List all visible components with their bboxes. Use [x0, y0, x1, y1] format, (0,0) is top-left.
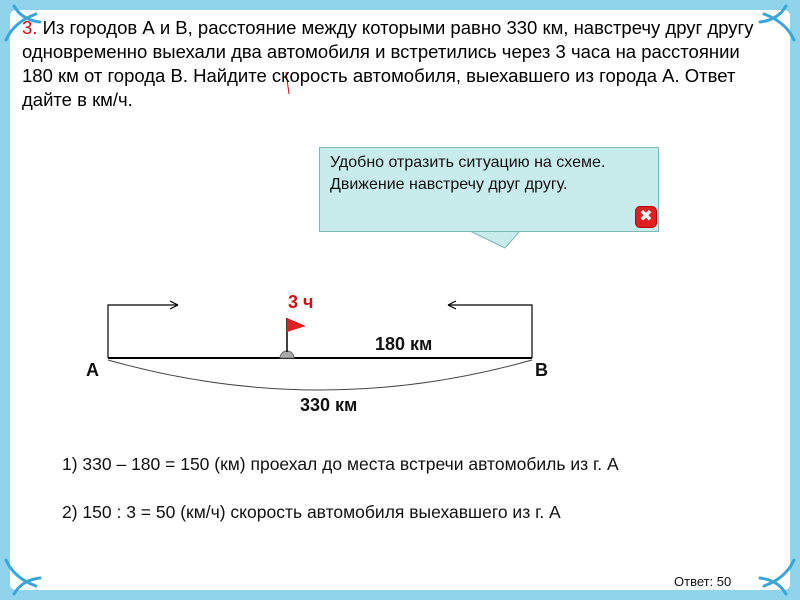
problem-text [22, 16, 772, 112]
problem-body: Из городов А и В, расстояние между которыми равно 330 км, навстречу друг другу одновременно выехали два автомобиля и встретились через 3 часа на расстоянии 180 км от города В. Найдите скорость автомобиля, выехавшего из города А. Ответ дайте в км/ч. [22, 17, 754, 110]
hint-text: Удобно отразить ситуацию на схеме. Движение навстречу друг другу. [330, 154, 606, 193]
arrow-from-a [108, 305, 178, 358]
close-icon[interactable]: ✖ [636, 207, 656, 227]
distance-b-label: 180 км [375, 334, 433, 354]
solution-step-1: 1) 330 – 180 = 150 (км) проехал до места встречи автомобиль из г. А [62, 454, 619, 474]
callout-tail [470, 231, 520, 248]
flag-icon [287, 318, 306, 332]
time-label: 3 ч [288, 292, 314, 312]
solution-step-2: 2) 150 : 3 = 50 (км/ч) скорость автомобиля выехавшего из г. А [62, 502, 561, 522]
problem-number: 3. [22, 17, 38, 38]
meeting-point [280, 351, 294, 358]
distance-total-label: 330 км [300, 395, 358, 415]
distance-arc [108, 360, 532, 390]
answer-text: Ответ: 50 [674, 574, 732, 589]
arrow-from-b [448, 305, 532, 358]
hint-callout [319, 147, 659, 232]
corner-swirl-br [760, 560, 794, 594]
city-b-label: B [535, 360, 548, 380]
corner-swirl-bl [6, 560, 40, 594]
city-a-label: A [86, 360, 99, 380]
